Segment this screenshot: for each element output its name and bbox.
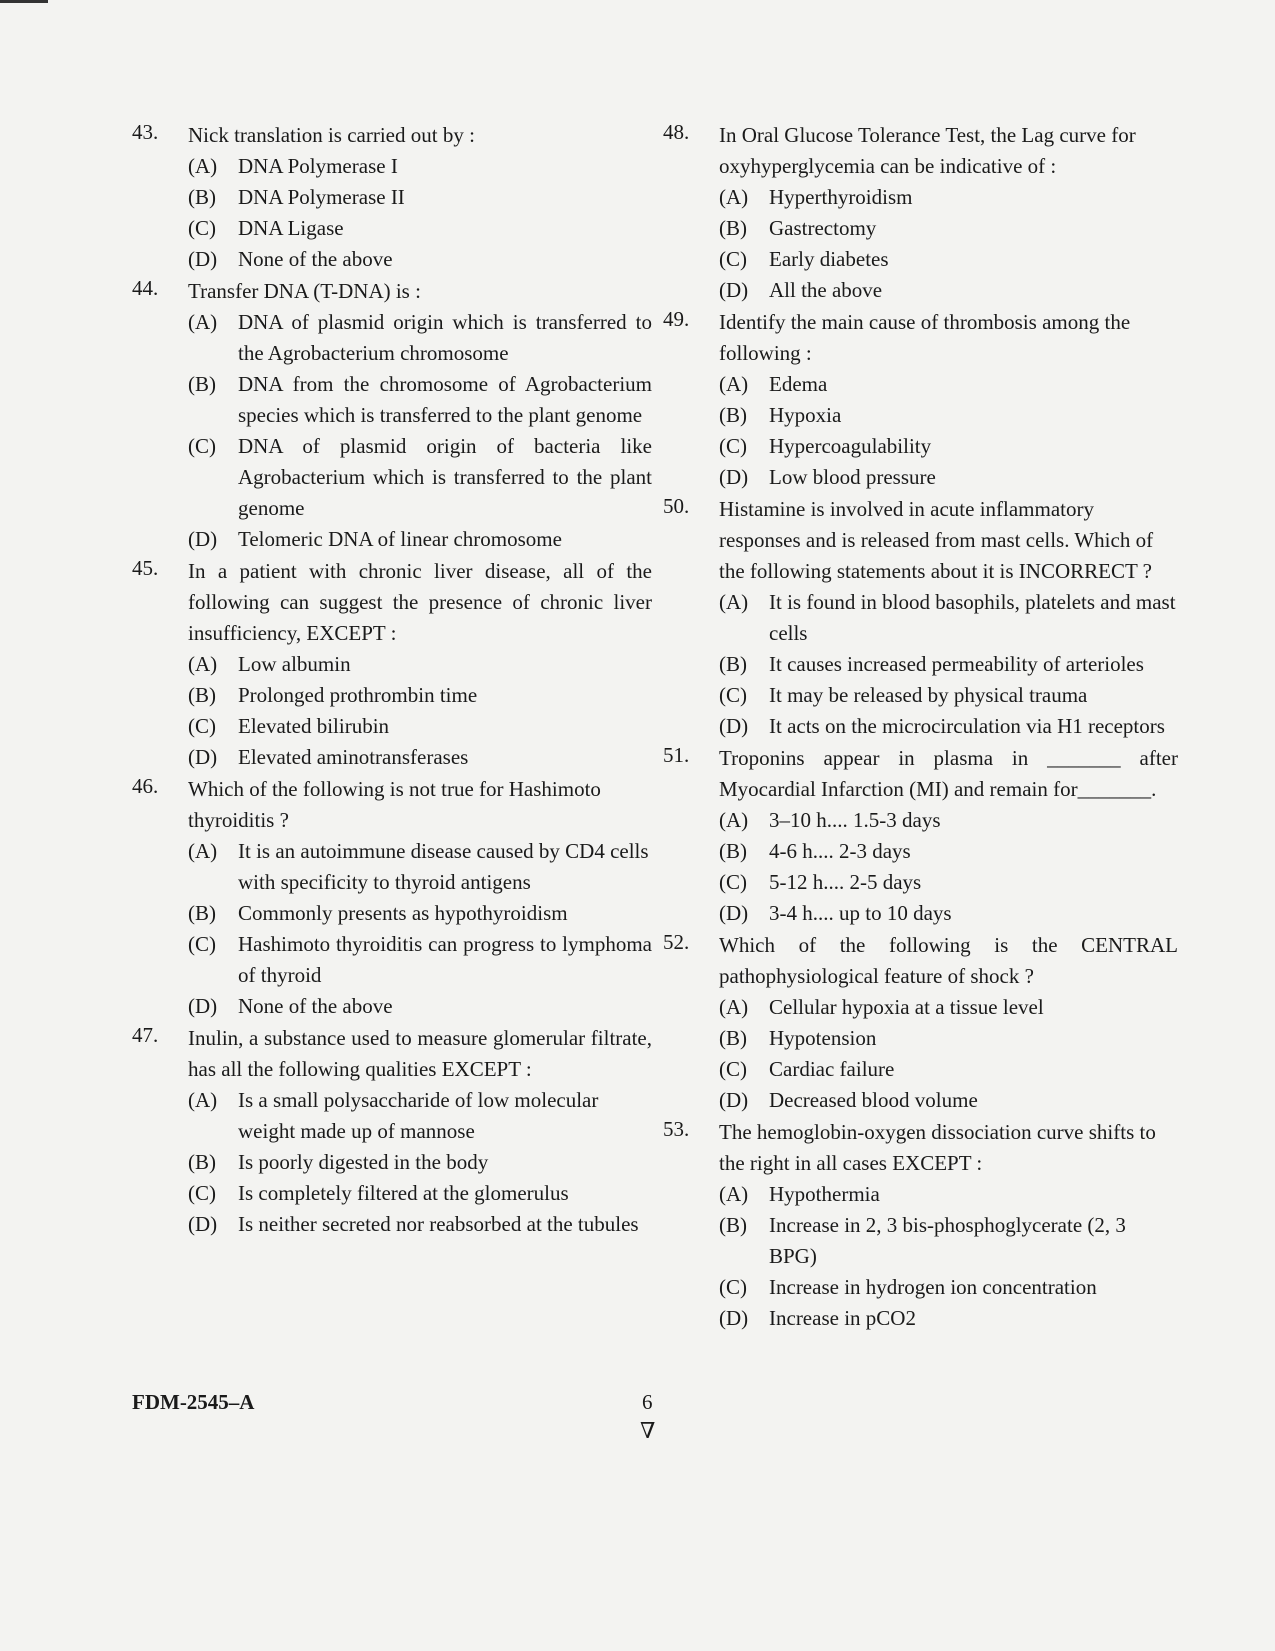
question-stem: Inulin, a substance used to measure glomerular filtrate, has all the following qualities EXCEPT : [188,1026,652,1081]
option-text: It is found in blood basophils, platelets and mast cells [769,590,1176,645]
option-c [188,711,652,742]
option-label: (A) [719,1182,749,1206]
option-label: (B) [719,839,747,863]
option-label: (C) [719,247,747,271]
option-c [719,1272,1178,1303]
option-label: (A) [719,995,749,1019]
option-label: (D) [719,714,749,738]
option-text: Cardiac failure [769,1057,895,1081]
option-label: (A) [188,839,218,863]
option-label: (D) [719,465,749,489]
option-a [719,992,1178,1023]
option-label: (A) [188,1088,218,1112]
option-b [719,649,1178,680]
option-text: DNA of plasmid origin which is transferred to the Agrobacterium chromosome [238,310,652,365]
option-d [188,244,652,275]
option-label: (C) [188,1181,216,1205]
option-text: 3-4 h.... up to 10 days [769,901,952,925]
left-column [132,120,652,1241]
question-53 [663,1117,1178,1334]
question-stem: Which of the following is not true for Hashimoto thyroiditis ? [188,777,601,832]
option-label: (C) [188,216,216,240]
question-number: 48. [663,120,690,144]
option-text: Commonly presents as hypothyroidism [238,901,568,925]
question-number: 50. [663,494,690,518]
question-47 [132,1023,652,1240]
option-text: DNA from the chromosome of Agrobacterium species which is transferred to the plant genome [238,372,652,427]
question-stem: In a patient with chronic liver disease, all of the following can suggest the presence of chronic liver insufficiency, EXCEPT : [188,559,652,645]
page-number: 6 [642,1390,653,1414]
option-label: (D) [188,527,218,551]
option-label: (D) [719,278,749,302]
option-label: (A) [188,154,218,178]
paper-code: FDM-2545–A [132,1390,255,1414]
option-label: (C) [719,870,747,894]
question-51 [663,743,1178,929]
option-a [188,1085,652,1147]
option-label: (A) [719,590,749,614]
question-number: 51. [663,743,690,767]
option-text: DNA Ligase [238,216,344,240]
option-text: All the above [769,278,883,302]
option-label: (C) [188,932,216,956]
option-text: Elevated bilirubin [238,714,390,738]
option-d [719,1303,1178,1334]
option-d [188,742,652,773]
option-label: (C) [719,434,747,458]
option-text: Prolonged prothrombin time [238,683,478,707]
question-46 [132,774,652,1022]
option-text: Gastrectomy [769,216,877,240]
option-text: Cellular hypoxia at a tissue level [769,995,1044,1019]
option-d [719,275,1178,306]
option-c [719,680,1178,711]
question-52 [663,930,1178,1116]
option-c [719,431,1178,462]
option-text: Hypercoagulability [769,434,932,458]
option-label: (A) [188,310,218,334]
option-text: DNA of plasmid origin of bacteria like Agrobacterium which is transferred to the plant genome [238,434,652,520]
option-text: Low blood pressure [769,465,936,489]
option-label: (D) [719,1306,749,1330]
option-d [188,524,652,555]
option-a [719,805,1178,836]
question-stem: Troponins appear in plasma in _______ after Myocardial Infarction (MI) and remain for_______. [719,746,1178,801]
option-text: It acts on the microcirculation via H1 receptors [769,714,1165,738]
question-number: 53. [663,1117,690,1141]
option-label: (B) [188,372,216,396]
question-number: 46. [132,774,159,798]
option-label: (B) [188,901,216,925]
option-text: 3–10 h.... 1.5-3 days [769,808,941,832]
question-stem: Nick translation is carried out by : [188,123,475,147]
option-text: None of the above [238,247,393,271]
option-text: Early diabetes [769,247,889,271]
option-text: Is poorly digested in the body [238,1150,489,1174]
option-text: 4-6 h.... 2-3 days [769,839,911,863]
option-d [719,711,1178,742]
option-a [188,307,652,369]
option-text: Telomeric DNA of linear chromosome [238,527,562,551]
option-text: It causes increased permeability of arterioles [769,652,1144,676]
option-c [188,1178,652,1209]
option-label: (B) [719,652,747,676]
option-text: Hypothermia [769,1182,880,1206]
option-a [719,182,1178,213]
option-label: (C) [188,714,216,738]
option-text: DNA Polymerase I [238,154,398,178]
question-number: 52. [663,930,690,954]
question-number: 43. [132,120,159,144]
option-label: (D) [188,994,218,1018]
option-d [719,462,1178,493]
option-label: (B) [188,683,216,707]
option-b [719,400,1178,431]
question-stem: Transfer DNA (T-DNA) is : [188,279,421,303]
option-text: Hashimoto thyroiditis can progress to lymphoma of thyroid [238,932,652,987]
option-c [188,431,652,524]
option-label: (D) [188,247,218,271]
question-stem: Histamine is involved in acute inflammatory responses and is released from mast cells. Which of the following statements about it is INCORRECT ? [719,497,1154,583]
option-text: It may be released by physical trauma [769,683,1088,707]
page-turn-icon: ∇ [640,1418,656,1443]
option-c [719,867,1178,898]
option-b [188,182,652,213]
option-text: 5-12 h.... 2-5 days [769,870,922,894]
question-stem: In Oral Glucose Tolerance Test, the Lag curve for oxyhyperglycemia can be indicative of : [719,123,1136,178]
option-label: (B) [719,216,747,240]
option-label: (C) [719,1275,747,1299]
option-a [719,1179,1178,1210]
option-text: Low albumin [238,652,351,676]
option-text: Is neither secreted nor reabsorbed at the tubules [238,1212,639,1236]
option-label: (A) [719,808,749,832]
option-text: It is an autoimmune disease caused by CD4 cells with specificity to thyroid antigens [238,839,649,894]
option-label: (A) [188,652,218,676]
option-b [719,1023,1178,1054]
option-a [188,151,652,182]
question-number: 44. [132,276,159,300]
question-45 [132,556,652,773]
option-d [188,1209,652,1240]
option-c [188,929,652,991]
option-label: (B) [188,1150,216,1174]
option-label: (D) [188,1212,218,1236]
option-label: (D) [719,1088,749,1112]
option-label: (C) [188,434,216,458]
option-label: (A) [719,185,749,209]
option-text: Hypotension [769,1026,877,1050]
option-b [719,213,1178,244]
option-text: Edema [769,372,828,396]
option-text: Increase in 2, 3 bis-phosphoglycerate (2, 3 BPG) [769,1213,1126,1268]
option-b [188,898,652,929]
option-a [188,649,652,680]
option-text: DNA Polymerase II [238,185,405,209]
question-stem: Which of the following is the CENTRAL pathophysiological feature of shock ? [719,933,1178,988]
option-a [188,836,652,898]
option-c [188,213,652,244]
option-label: (B) [188,185,216,209]
option-b [719,836,1178,867]
question-49 [663,307,1178,493]
option-b [188,1147,652,1178]
right-column [663,120,1178,1335]
option-b [719,1210,1178,1272]
option-a [719,587,1178,649]
option-d [719,898,1178,929]
option-d [719,1085,1178,1116]
option-label: (B) [719,1213,747,1237]
option-text: Elevated aminotransferases [238,745,469,769]
option-b [188,369,652,431]
option-label: (B) [719,403,747,427]
option-label: (C) [719,1057,747,1081]
option-text: Hypoxia [769,403,842,427]
option-text: Decreased blood volume [769,1088,978,1112]
question-44 [132,276,652,555]
question-48 [663,120,1178,306]
option-label: (B) [719,1026,747,1050]
option-c [719,244,1178,275]
option-a [719,369,1178,400]
option-text: Increase in pCO2 [769,1306,916,1330]
option-text: Increase in hydrogen ion concentration [769,1275,1097,1299]
scan-edge-mark [0,0,48,3]
option-c [719,1054,1178,1085]
question-number: 47. [132,1023,159,1047]
option-d [188,991,652,1022]
option-label: (D) [719,901,749,925]
question-stem: Identify the main cause of thrombosis among the following : [719,310,1131,365]
option-text: Hyperthyroidism [769,185,913,209]
question-43 [132,120,652,275]
question-number: 49. [663,307,690,331]
question-stem: The hemoglobin-oxygen dissociation curve shifts to the right in all cases EXCEPT : [719,1120,1156,1175]
question-number: 45. [132,556,159,580]
question-50 [663,494,1178,742]
option-label: (C) [719,683,747,707]
option-label: (A) [719,372,749,396]
option-label: (D) [188,745,218,769]
option-b [188,680,652,711]
option-text: None of the above [238,994,393,1018]
option-text: Is completely filtered at the glomerulus [238,1181,569,1205]
option-text: Is a small polysaccharide of low molecular weight made up of mannose [238,1088,599,1143]
